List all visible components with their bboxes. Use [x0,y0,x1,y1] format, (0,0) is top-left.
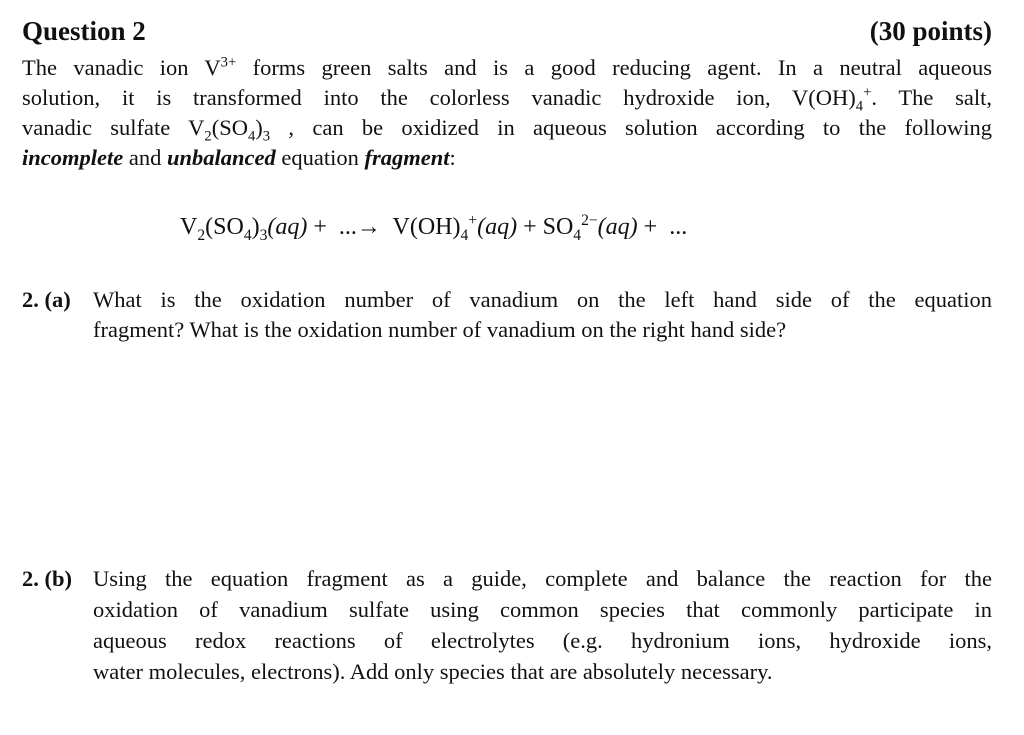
question-title: Question 2 [22,16,146,46]
part-b-line-3: aqueous redox reactions of electrolytes (e.g. hydronium ions, hydroxide ions, [93,628,992,653]
part-b-line-1: Using the equation fragment as a guide, complete and balance the reaction for the [93,566,992,591]
part-b-line-2: oxidation of vanadium sulfate using common species that commonly participate in [93,597,992,622]
question-points: (30 points) [869,16,992,46]
intro-line-4: incomplete and unbalanced equation fragment: [22,145,456,170]
part-b-label: 2. (b) [22,566,72,591]
intro-line-2: solution, it is transformed into the colorless vanadic hydroxide ion, $V(OH)_4^+$. The salt, [22,84,993,115]
part-a-line-1: What is the oxidation number of vanadium on the left hand side of the equation [93,287,992,312]
part-a-line-2: fragment? What is the oxidation number of vanadium on the right hand side? [93,317,787,342]
part-b-line-4: water molecules, electrons). Add only species that are absolutely necessary. [93,659,773,684]
intro-line-3: vanadic sulfate $V_2(SO_4)_3$ , can be oxidized in aqueous solution according to the following [22,115,992,145]
intro-line-1: The vanadic ion $V^{3+}$ forms green salts and is a good reducing agent. In a neutral aqueous [22,54,992,80]
part-a-label: 2. (a) [22,287,71,312]
reaction-equation: $V_2(SO_4)_3(aq)$ + ...→ $V(OH)_4^+(aq) + SO_4^{2-}(aq)$ + ... [180,212,688,244]
